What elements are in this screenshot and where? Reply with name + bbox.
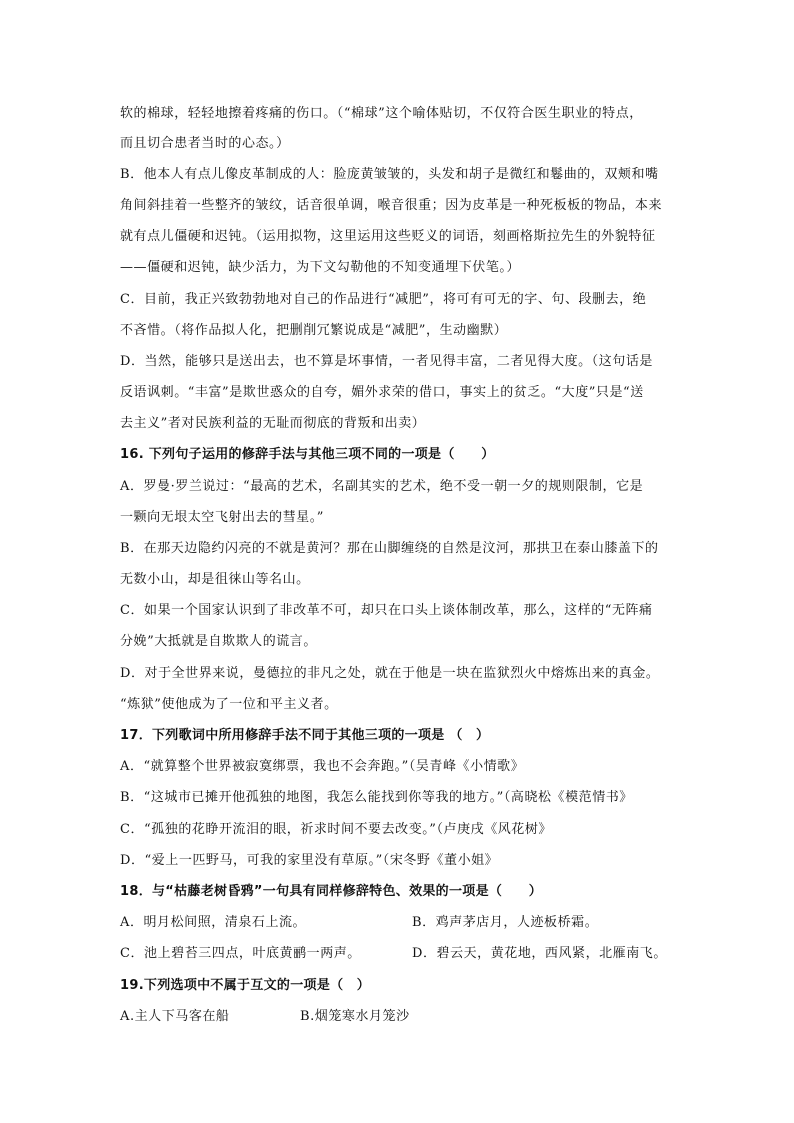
- q16-option-d: D．对于全世界来说，曼德拉的非凡之处，就在于他是一块在监狱烈火中熔炼出来的真金。: [120, 666, 660, 681]
- text-line: ——僵硬和迟钝，缺少活力，为下文勾勒他的不知变通埋下伏笔。）: [120, 260, 521, 275]
- option-d-line: D．当然，能够只是送出去，也不算是坏事情，一者见得丰富，二者见得大度。（这句话是: [120, 354, 653, 369]
- q16-option-c: C．如果一个国家认识到了非改革不可，却只在口头上谈体制改革，那么，这样的“无阵痛: [120, 603, 653, 618]
- text-line: 软的棉球，轻轻地擦着疼痛的伤口。（“棉球”这个喻体贴切，不仅符合医生职业的特点，: [120, 106, 643, 121]
- question-17-stem: 17．下列歌词中所用修辞手法不同于其他三项的一项是 （ ）: [120, 728, 490, 743]
- text-line: 无数小山，却是徂徕山等名山。: [120, 572, 310, 587]
- question-19-stem: 19.下列选项中不属于互文的一项是（ ）: [120, 978, 371, 993]
- text-line: 就有点儿僵硬和迟钝。（运用拟物，这里运用这些贬义的词语，刻画格斯拉先生的外貌特征: [120, 229, 656, 244]
- q16-option-a: A．罗曼·罗兰说过：“最高的艺术，名副其实的艺术，绝不受一朝一夕的规则限制，它是: [120, 479, 644, 494]
- option-c-line: C．目前，我正兴致勃勃地对自己的作品进行“减肥”，将可有可无的字、句、段删去，绝: [120, 292, 647, 307]
- option-b-line: B．他本人有点儿像皮革制成的人：脸庞黄皱皱的，头发和胡子是微红和鬈曲的，双颊和嘴: [120, 167, 659, 182]
- text-line: 不吝惜。（将作品拟人化，把删削冗繁说成是“减肥”，生动幽默）: [120, 323, 508, 338]
- text-line: 一颗向无垠太空飞射出去的彗星。”: [120, 510, 324, 525]
- q17-option-d: D．“爱上一匹野马，可我的家里没有草原。”（宋冬野《董小姐》: [120, 853, 499, 868]
- question-18-stem: 18．与“枯藤老树昏鸦”一句具有同样修辞特色、效果的一项是（ ）: [120, 884, 543, 899]
- q17-option-a: A．“就算整个世界被寂寞绑票，我也不会奔跑。”（吴青峰《小情歌》: [120, 759, 525, 774]
- text-line: 而且切合患者当时的心态。）: [120, 136, 290, 151]
- text-line: 去主义”者对民族利益的无耻而彻底的背叛和出卖）: [120, 416, 426, 431]
- text-line: 反语讽刺。“丰富”是欺世惑众的自夸，媚外求荣的借口，事实上的贫乏。“大度”只是“送: [120, 385, 644, 400]
- question-16-stem: 16. 下列句子运用的修辞手法与其他三项不同的一项是（ ）: [120, 447, 495, 462]
- q18-option-a: A．明月松间照，清泉石上流。: [120, 915, 307, 930]
- text-line: 角间斜挂着一些整齐的皱纹，话音很单调，喉音很重；因为皮革是一种死板板的物品，本来: [120, 198, 663, 213]
- q19-option-a: A.主人下马客在船: [120, 1009, 230, 1024]
- q18-option-b: B．鸡声茅店月，人迹板桥霜。: [412, 915, 599, 930]
- q17-option-c: C．“孤独的花睁开流泪的眼，祈求时间不要去改变。”（卢庚戌《风花树》: [120, 822, 552, 837]
- text-line: “炼狱”使他成为了一位和平主义者。: [120, 697, 338, 712]
- q17-option-b: B．“这城市已摊开他孤独的地图，我怎么能找到你等我的地方。”（高晓松《模范情书》: [120, 790, 633, 805]
- q16-option-b: B．在那天边隐约闪亮的不就是黄河？那在山脚缠绕的自然是汶河，那拱卫在泰山膝盖下的: [120, 541, 659, 556]
- q18-option-d: D．碧云天，黄花地，西风紧，北雁南飞。: [412, 946, 667, 961]
- text-line: 分娩”大抵就是自欺欺人的谎言。: [120, 634, 317, 649]
- q18-option-c: C．池上碧苔三四点，叶底黄鹂一两声。: [120, 946, 361, 961]
- q19-option-b: B.烟笼寒水月笼沙: [300, 1009, 410, 1024]
